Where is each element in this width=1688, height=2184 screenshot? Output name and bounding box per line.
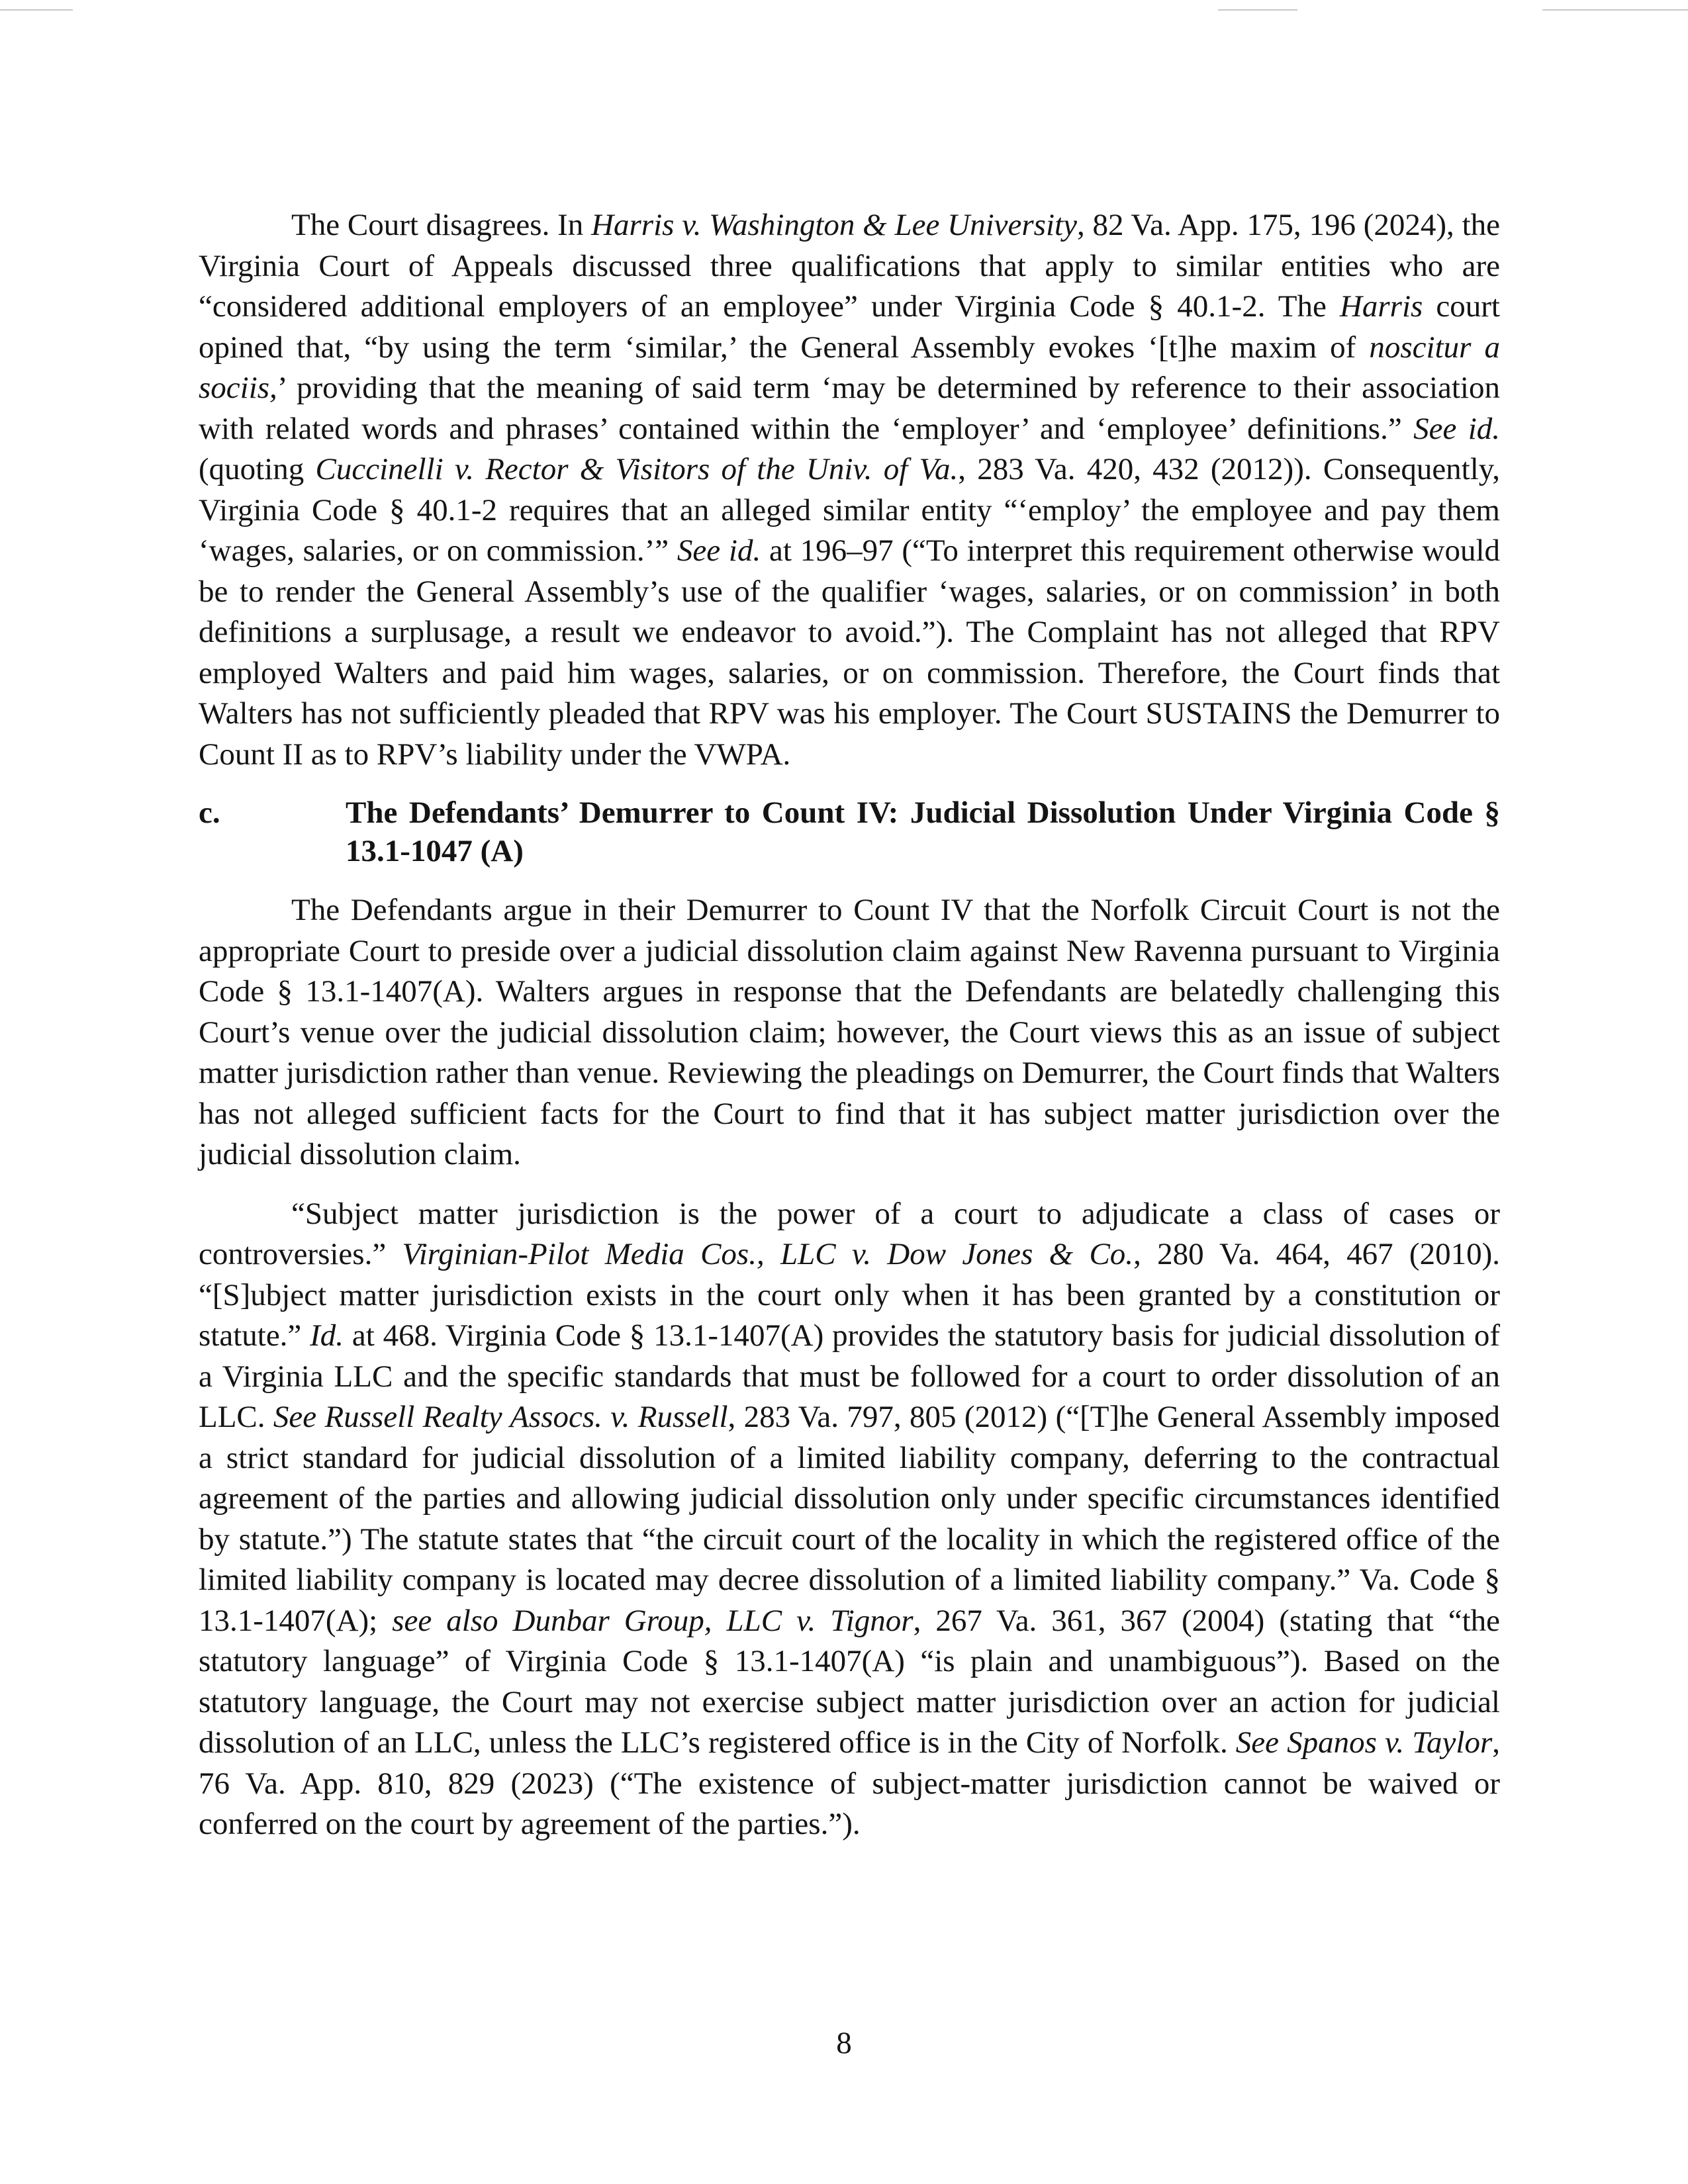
section-letter: c. — [199, 796, 220, 830]
text-run: The Court disagrees. In — [291, 208, 592, 242]
text-run: at 196–97 (“To interpret this requirement otherwise would be to render the General Assembly’s use of the qualifier ‘wages, salaries, or on commission’ in both definitions a surplusage, a result we endeavor to avoid.”). The Complaint has not alleged that RPV employed Walters and paid him wages, salaries, or on commission. Therefore, the Court finds that Walters has not sufficiently pleaded that RPV was his employer. The Court SUSTAINS the Demurrer to Count II as to RPV’s liability under the VWPA. — [199, 533, 1501, 772]
text-run: at 468. Virginia Code § 13.1-1407(A) provides the statutory basis for judicial dissolution of a Virginia LLC and the specific standards that must be followed for a court to order dissolution of an LLC. — [199, 1318, 1500, 1434]
citation-italic: Harris v. Washington & Lee University — [591, 208, 1077, 242]
text-run: , 283 Va. 797, 805 (2012) (“[T]he General Assembly imposed a strict standard for judicial dissolution of a limited liability company, deferring to the contractual agreement of the parties and allowing judicial dissolution only under specific circumstances identified by statute.”) The statute states that “the circuit court of the locality in which the registered office of the limited liability company is located may decree dissolution of a limited liability company.” Va. Code § 13.1-1407(A); — [199, 1400, 1500, 1638]
citation-italic: See id. — [1413, 411, 1500, 446]
paragraph-defendants-argue — [199, 890, 1500, 1175]
citation-italic: see also Dunbar Group, LLC v. Tignor — [392, 1603, 914, 1638]
scan-edge-mark — [1542, 9, 1688, 11]
text-run: , 82 Va. App. 175, 196 (2024), the Virginia Court of Appeals discussed three qualifications that apply to similar entities who are “considered additional employers of an employee” under Virginia Code § 40.1-2. The — [199, 208, 1501, 324]
paragraph-harris — [199, 205, 1500, 775]
page-number: 8 — [836, 2026, 852, 2060]
paragraph-subject-matter-jurisdiction — [199, 1194, 1500, 1845]
text-run: , 280 Va. 464, 467 (2010). “[S]ubject matter jurisdiction exists in the court only when it has been granted by a constitution or statute.” — [199, 1237, 1500, 1353]
text-run: , 76 Va. App. 810, 829 (2023) (“The existence of subject-matter jurisdiction cannot be waived or conferred on the court by agreement of the parties.”). — [199, 1725, 1500, 1841]
scan-edge-mark — [0, 9, 73, 11]
citation-italic: Virginian-Pilot Media Cos., LLC v. Dow Jones & Co. — [402, 1237, 1134, 1271]
citation-italic: Cuccinelli v. Rector & Visitors of the Univ. of Va. — [315, 452, 959, 486]
section-title: The Defendants’ Demurrer to Count IV: Judicial Dissolution Under Virginia Code § 13.1-1047 (A) — [346, 796, 1500, 868]
citation-italic: Harris — [1339, 289, 1423, 324]
scan-edge-mark — [1218, 9, 1297, 11]
citation-italic: See Russell Realty Assocs. v. Russell — [273, 1400, 728, 1434]
citation-italic: noscitur a sociis, — [199, 330, 1500, 405]
text-run: , 267 Va. 361, 367 (2004) (stating that “the statutory language” of Virginia Code § 13.1-1407(A) “is plain and unambiguous”). Based on the statutory language, the Court may not exercise subject matter jurisdiction over an action for judicial dissolution of an LLC, unless the LLC’s registered office is in the City of Norfolk. — [199, 1603, 1500, 1760]
text-run: (quoting — [199, 452, 316, 486]
text-run: court opined that, “by using the term ‘similar,’ the General Assembly evokes ‘[t]he maxim of — [199, 289, 1500, 365]
citation-italic: See id. — [677, 533, 761, 568]
text-run: The Defendants argue in their Demurrer to Count IV that the Norfolk Circuit Court is not the appropriate Court to preside over a judicial dissolution claim against New Ravenna pursuant to Virginia Code § 13.1-1407(A). Walters argues in response that the Defendants are belatedly challenging this Court’s venue over the judicial dissolution claim; however, the Court views this as an issue of subject matter jurisdiction rather than venue. Reviewing the pleadings on Demurrer, the Court finds that Walters has not alleged sufficient facts for the Court to find that it has subject matter jurisdiction over the judicial dissolution claim. — [199, 893, 1500, 1171]
document-page — [199, 205, 1500, 1864]
text-run: “Subject matter jurisdiction is the power of a court to adjudicate a class of cases or controversies.” — [199, 1196, 1500, 1271]
text-run: , 283 Va. 420, 432 (2012)). Consequently, Virginia Code § 40.1-2 requires that an alleged similar entity “‘employ’ the employee and pay them ‘wages, salaries, or on commission.’” — [199, 452, 1500, 568]
text-run: ’ providing that the meaning of said term ‘may be determined by reference to their association with related words and phrases’ contained within the ‘employer’ and ‘employee’ definitions.” — [199, 371, 1500, 446]
citation-italic: Id. — [310, 1318, 344, 1353]
section-heading — [199, 794, 1500, 870]
citation-italic: See Spanos v. Taylor — [1235, 1725, 1493, 1760]
